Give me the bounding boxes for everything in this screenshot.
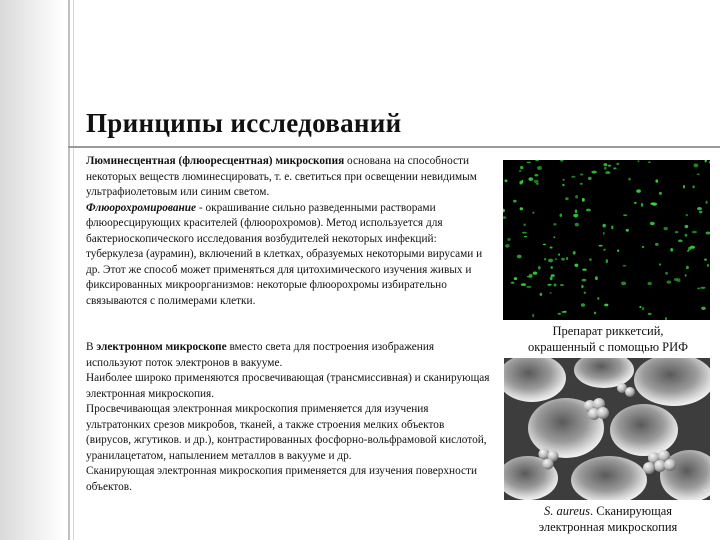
fluorescent-particle	[642, 246, 645, 248]
sem-caption	[508, 503, 708, 535]
vertical-rule-thin	[73, 0, 74, 540]
fluorescent-particle	[659, 192, 662, 195]
fluorescent-particle	[621, 282, 626, 286]
fluorescent-particle	[544, 258, 546, 260]
fluorescent-particle	[706, 232, 711, 235]
fluorescent-particle	[586, 209, 591, 212]
fluorescent-particle	[678, 240, 683, 243]
fluorescent-particle	[573, 214, 578, 218]
fluorescence-term: Люминесцентная (флюоресцентная) микроскопия	[86, 155, 345, 167]
fluorescent-particle	[603, 224, 606, 228]
fluorescent-particle	[634, 202, 637, 204]
fluorescent-particle	[533, 272, 537, 275]
fluorescent-particle	[555, 258, 557, 260]
electron-text-block	[86, 340, 490, 495]
fluorescent-particle	[628, 178, 631, 181]
fluorescence-definition: основана на способности некоторых веществ люминесцировать, т. е. светиться при освещении невидимым ультрафиолетовым или синим светом.	[86, 155, 477, 198]
fluorescent-particle	[599, 245, 603, 247]
fluorescent-particle	[540, 293, 543, 296]
fluorescent-particle	[582, 269, 586, 271]
fluorescent-particle	[611, 226, 613, 230]
slide-title: Принципы исследований	[86, 108, 402, 138]
fluorescent-particle	[604, 163, 608, 166]
fluorescent-particle	[514, 277, 517, 280]
fluorescent-particle	[505, 244, 510, 248]
fluorescent-particle	[513, 200, 517, 203]
corner-mark: 1	[702, 489, 708, 499]
fluorescent-particle	[655, 179, 658, 182]
fluorescence-text-block	[86, 154, 490, 309]
fluorescent-dots	[503, 160, 710, 320]
fluorescent-particle	[642, 307, 644, 310]
fluorescent-particle	[697, 207, 702, 210]
fluorescent-particle	[639, 306, 641, 308]
fluorescent-particle	[659, 263, 661, 265]
fluorescent-particle	[554, 284, 557, 287]
fluorescent-particle	[603, 249, 605, 251]
fluorescent-particle	[558, 313, 561, 315]
fluorescent-particle	[551, 266, 553, 269]
fluorescent-particle	[591, 171, 596, 174]
fluorescent-particle	[581, 303, 585, 307]
fluorescent-particle	[709, 161, 710, 163]
fluorescent-particle	[505, 179, 508, 182]
sem-scene	[504, 358, 710, 500]
fluorochroming-paragraph	[86, 201, 490, 310]
fluorescent-particle	[707, 264, 709, 267]
fluorescent-particle	[537, 166, 542, 170]
fluorescent-particle	[558, 254, 560, 256]
fluorochroming-definition: - окрашивание сильно разведенными растворами флюоресцирующих красителей (флюорохромов). Метод используется для бактериоскопического исследования возбудителей некоторых инфекций: туберкулеза (аурамин), включений в клетках, образуемых некоторыми вирусами и др. Этот же способ может применяться для цитохимического изучения живых и фиксированных микроорганизмов: некоторые флюорохромы избирательно связываются с полимерами клетки.	[86, 201, 483, 307]
fluorescent-particle	[604, 304, 608, 307]
fluorescent-particle	[638, 160, 640, 162]
fluorescent-particle	[549, 292, 551, 294]
fluorescent-particle	[613, 167, 616, 169]
fluorescent-particle	[685, 225, 689, 228]
fluorescent-particle	[571, 176, 575, 178]
fluorescent-micrograph	[503, 160, 710, 320]
fluorescent-particle	[692, 231, 697, 234]
electron-definition: вместо света для построения изображения используют поток электронов в вакууме.	[86, 341, 435, 369]
fluorescent-particle	[670, 248, 673, 252]
fluorescent-particle	[700, 287, 705, 289]
transmission-paragraph: Просвечивающая электронная микроскопия применяется для изучения ультратонких срезов микробов, тканей, а также строения мелких объектов (вирусов, жгутиков. и др.), контрастированных фосфорно-вольфрамовой кислотой, уранилацетатом, напылением металлов в вакууме и др.	[86, 403, 487, 462]
fluorescent-particle	[553, 236, 555, 238]
fluorescent-particle	[503, 216, 506, 219]
fluorescent-particle	[526, 162, 531, 164]
fluorescent-particle	[534, 174, 538, 176]
fluorescent-particle	[665, 272, 668, 275]
title-underline	[68, 146, 720, 148]
fluorescent-particle	[588, 177, 592, 180]
electron-prefix: В	[86, 341, 97, 353]
fluorescent-particle	[522, 180, 524, 183]
fluorescent-particle	[692, 185, 694, 188]
fluorescent-caption	[508, 323, 708, 355]
fluorescent-particle	[697, 173, 700, 175]
fluorescent-particle	[547, 284, 551, 286]
fluorescent-particle	[626, 229, 629, 232]
fluorescent-particle	[582, 198, 585, 202]
left-decorative-band	[0, 0, 66, 540]
fluorescent-particle	[538, 266, 541, 270]
fluorescent-particle	[517, 255, 522, 259]
fluorescent-particle	[594, 312, 596, 315]
fluorescent-particle	[507, 238, 510, 241]
fluorescent-particle	[665, 317, 667, 320]
fluorescent-particle	[667, 281, 672, 284]
fluorescent-particle	[565, 197, 569, 200]
fluorescent-particle	[503, 209, 505, 213]
fluorescent-particle	[589, 258, 592, 261]
fluorochroming-term: Флюорохромирование	[86, 201, 197, 214]
fluorescent-particle	[551, 274, 555, 277]
fluorescent-particle	[526, 286, 531, 288]
species-name: S. aureus	[543, 504, 591, 518]
fluorescent-particle	[688, 247, 692, 250]
fluorescent-particle	[580, 173, 584, 175]
fluorescent-particle	[560, 160, 563, 162]
fluorescent-particle	[511, 282, 515, 284]
fluorescent-particle	[705, 160, 707, 162]
fluorescent-particle	[584, 292, 586, 294]
fluorescent-particle	[562, 184, 564, 186]
fluorescent-particle	[563, 179, 565, 181]
electron-types-paragraph: Наиболее широко применяются просвечивающая (трансмиссивная) и сканирующая электронная микроскопия.	[86, 372, 490, 400]
fluorescent-particle	[520, 166, 523, 169]
fluorescent-particle	[543, 244, 546, 246]
fluorescent-particle	[701, 307, 706, 310]
fluorescent-particle	[566, 257, 568, 260]
fluorescent-particle	[694, 163, 699, 167]
sem-caption-line1	[508, 503, 708, 519]
fluorescent-particle	[523, 224, 526, 227]
fluorescent-particle	[532, 314, 534, 318]
fluorescent-particle	[528, 177, 533, 181]
fluorescent-particle	[561, 258, 565, 261]
fluorescent-particle	[595, 276, 598, 280]
fluorescent-particle	[519, 170, 521, 172]
fluorescence-paragraph	[86, 154, 490, 201]
fluorescent-particle	[605, 171, 610, 174]
fluorescent-particle	[604, 167, 607, 170]
electron-paragraph	[86, 340, 490, 371]
fluorescent-particle	[573, 251, 576, 255]
fluorescent-caption-line1: Препарат риккетсий,	[552, 324, 664, 338]
fluorescent-particle	[623, 214, 627, 216]
fluorescent-particle	[550, 277, 553, 281]
fluorescent-particle	[529, 274, 533, 278]
fluorescent-particle	[597, 297, 599, 300]
fluorescent-particle	[648, 282, 652, 285]
fluorescent-particle	[536, 183, 538, 185]
fluorescent-particle	[561, 311, 566, 313]
fluorescent-particle	[520, 207, 523, 210]
fluorescent-particle	[648, 161, 651, 163]
fluorescent-particle	[532, 212, 534, 214]
fluorescent-particle	[648, 313, 652, 315]
fluorescent-particle	[686, 266, 689, 269]
vertical-rule	[68, 0, 70, 540]
fluorescent-particle	[522, 232, 527, 234]
fluorescent-caption-line2: окрашенный с помощью РИФ	[527, 340, 689, 354]
fluorescent-particle	[650, 222, 655, 225]
scanning-paragraph: Сканирующая электронная микроскопия применяется для изучения поверхности объектов.	[86, 465, 478, 493]
fluorescent-particle	[580, 183, 583, 185]
fluorescent-particle	[650, 202, 655, 205]
fluorescent-particle	[623, 265, 627, 267]
fluorescent-particle	[582, 279, 587, 282]
fluorescent-particle	[560, 214, 563, 217]
fluorescent-particle	[706, 201, 708, 204]
fluorescent-particle	[641, 203, 643, 207]
fluorescent-particle	[535, 160, 539, 161]
fluorescent-particle	[674, 278, 678, 281]
fluorescent-particle	[606, 259, 608, 263]
electron-term: электронном микроскопе	[96, 341, 227, 353]
fluorescent-particle	[550, 247, 553, 249]
fluorescent-particle	[534, 180, 539, 183]
fluorescent-particle	[575, 223, 579, 227]
fluorescent-particle	[655, 243, 659, 246]
fluorescent-particle	[575, 195, 578, 198]
sem-caption-line2: электронная микроскопия	[538, 520, 678, 534]
fluorescent-particle	[664, 227, 668, 230]
fluorescent-particle	[685, 234, 688, 237]
fluorescent-particle	[697, 288, 700, 290]
fluorescent-particle	[699, 211, 702, 214]
fluorescent-particle	[524, 236, 527, 238]
fluorescent-particle	[603, 232, 605, 235]
sem-micrograph	[504, 358, 710, 500]
fluorescent-particle	[636, 189, 641, 192]
fluorescent-particle	[704, 259, 707, 261]
fluorescent-particle	[683, 185, 685, 189]
fluorescent-particle	[617, 249, 619, 252]
fluorescent-particle	[521, 283, 526, 286]
fluorescent-particle	[560, 284, 564, 286]
fluorescent-particle	[675, 231, 678, 233]
fluorescent-particle	[548, 259, 553, 263]
fluorescent-particle	[616, 163, 619, 165]
fluorescent-particle	[685, 274, 687, 276]
fluorescent-particle	[553, 223, 557, 225]
fluorescent-particle	[608, 165, 611, 167]
sem-caption-rest: . Сканирующая	[590, 504, 673, 518]
fluorescent-particle	[581, 285, 583, 289]
fluorescent-particle	[575, 209, 577, 213]
fluorescent-particle	[686, 214, 689, 216]
fluorescent-particle	[575, 264, 579, 267]
